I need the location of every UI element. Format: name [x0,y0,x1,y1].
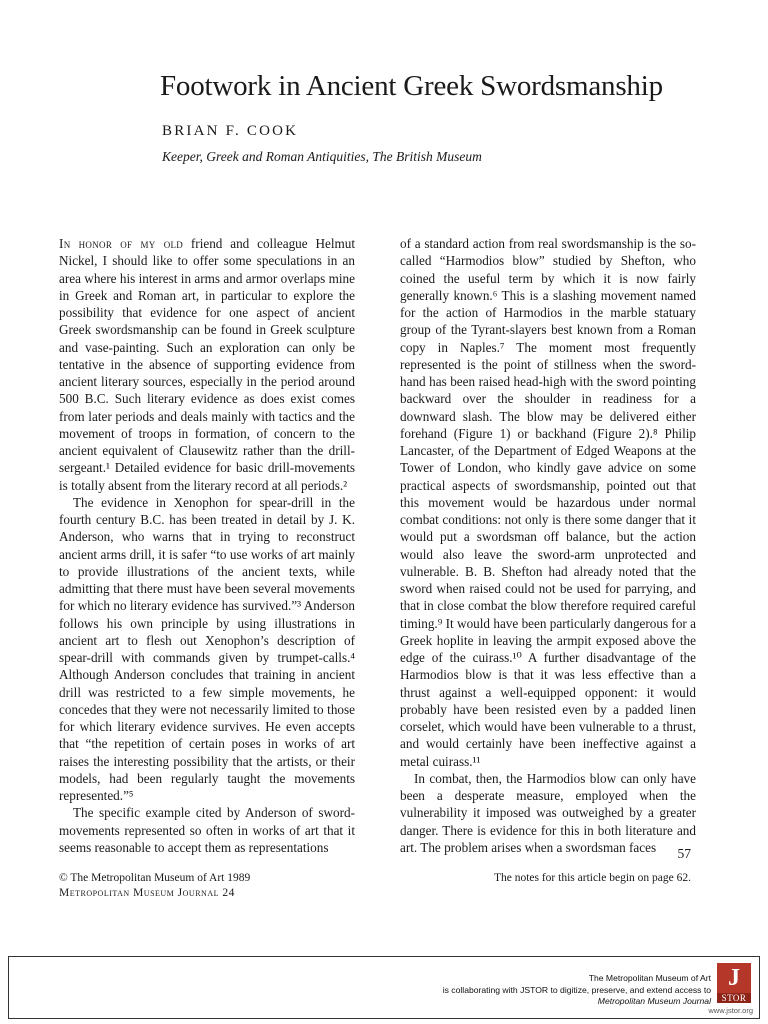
article-author: BRIAN F. COOK [162,123,299,139]
paragraph: In combat, then, the Harmodios blow can only have been a desperate measure, employed when the vulnerability it imposed was outweighed by a greater danger. There is evidence for this in both literature and art. The problem arises when a swordsman faces [400,770,696,855]
paragraph: of a standard action from real swordsmanship is the so-called “Harmodios blow” studied by Shefton, who coined the useful term by which it is now fairly generally known.⁶ This is a slashing movement named for the action of Harmodios in the marble statuary group of the Tyrant-slayers best known from a Roman copy in Naples.⁷ The moment most frequently represented is the point of stillness when the sword-hand has been raised head-high with the sword pointing backward over the shoulder in readiness for a downward slash. The blow may be delivered either forehand (Figure 1) or backhand (Figure 2).⁸ Philip Lancaster, of the Department of Edged Weapons at the Tower of London, who kindly gave advice on some practical aspects of swordsmanship, pointed out that this movement would be hazardous under normal combat conditions: not only is there some danger that it would put a swordsman off balance, but the action would also leave the sword-arm unprotected and vulnerable. B. B. Shefton had already noted that the sword when raised could not be used for parrying, and that in close combat the blow therefore required careful timing.⁹ It would have been particularly dangerous for a Greek hoplite in leaving the armpit exposed above the edge of the cuirass.¹⁰ A further disadvantage of the Harmodios blow is that it was less effective than a thrust against a well-equipped opponent: it would probably have been resisted even by a padded linen corselet, which would have been vulnerable to a thrust, and would certainly have been ineffective against a metal cuirass.¹¹ [400,236,696,769]
page-number: 57 [677,846,691,861]
jstor-banner-line: The Metropolitan Museum of Art [588,973,711,983]
paragraph [59,235,355,494]
jstor-url-link[interactable]: www.jstor.org [708,1006,753,1015]
jstor-logo-glyph: J [728,965,740,991]
journal-line: Metropolitan Museum Journal 24 [59,887,235,899]
jstor-logo-icon[interactable] [717,963,751,1003]
jstor-banner-line: is collaborating with JSTOR to digitize, preserve, and extend access to [442,984,711,995]
right-column [400,235,696,856]
paragraph: The evidence in Xenophon for spear-drill in the fourth century B.C. has been treated in detail by J. K. Anderson, who warns that in trying to reconstruct ancient arms drill, it is safer “to use works of art mainly to provide illustrations of the ancient texts, while admitting that there must have been several movements for which no literary evidence has survived.”³ Anderson follows his own principle by using illustrations in ancient art to flesh out Xenophon’s description of spear-drill with commands given by trumpet-calls.⁴ Although Anderson concludes that training in ancient drill was restricted to a few simple movements, he concedes that they were not necessarily limited to those for which literary evidence survives. He even accepts that “the repetition of certain poses in works of art raises the interesting possibility that the artists, or their models, had been regularly taught the movements represented.”⁵ [59,494,355,803]
notes-reference: The notes for this article begin on page 62. [493,872,691,884]
lead-in-small-caps: In honor of my old [59,236,184,251]
paragraph-text: friend and colleague Helmut Nickel, I should like to offer some speculations in an area where his interest in arms and armor overlaps mine in Greek and Roman art, in particular to explore the possibility that evidence for one aspect of ancient Greek swordsmanship can be found in Greek sculpture and vase-painting. Such an exploration can only be tentative in the absence of supporting evidence from ancient literary sources, especially in the period around 500 B.C. Such literary evidence as does exist comes from later periods and deals mainly with tactics and the movement of troops in formation, of concern to the ancient equivalent of Clausewitz rather than the drill-sergeant.¹ Detailed evidence for basic drill-movements is totally absent from the literary record at all periods.² [59,236,355,493]
jstor-banner-text [443,973,711,1008]
copyright-line: © The Metropolitan Museum of Art 1989 [59,872,251,884]
jstor-journal-link[interactable]: Metropolitan Museum Journal [597,996,711,1006]
paragraph: The specific example cited by Anderson of sword-movements represented so often in works of art that it seems reasonable to accept them as representations [59,805,355,855]
jstor-banner [8,956,760,1019]
author-affiliation: Keeper, Greek and Roman Antiquities, The British Museum [162,149,482,164]
left-column [59,235,355,856]
jstor-logo-word: STOR [717,993,751,1003]
copyright-notice [59,871,250,901]
article-title: Footwork in Ancient Greek Swordsmanship [160,70,663,102]
